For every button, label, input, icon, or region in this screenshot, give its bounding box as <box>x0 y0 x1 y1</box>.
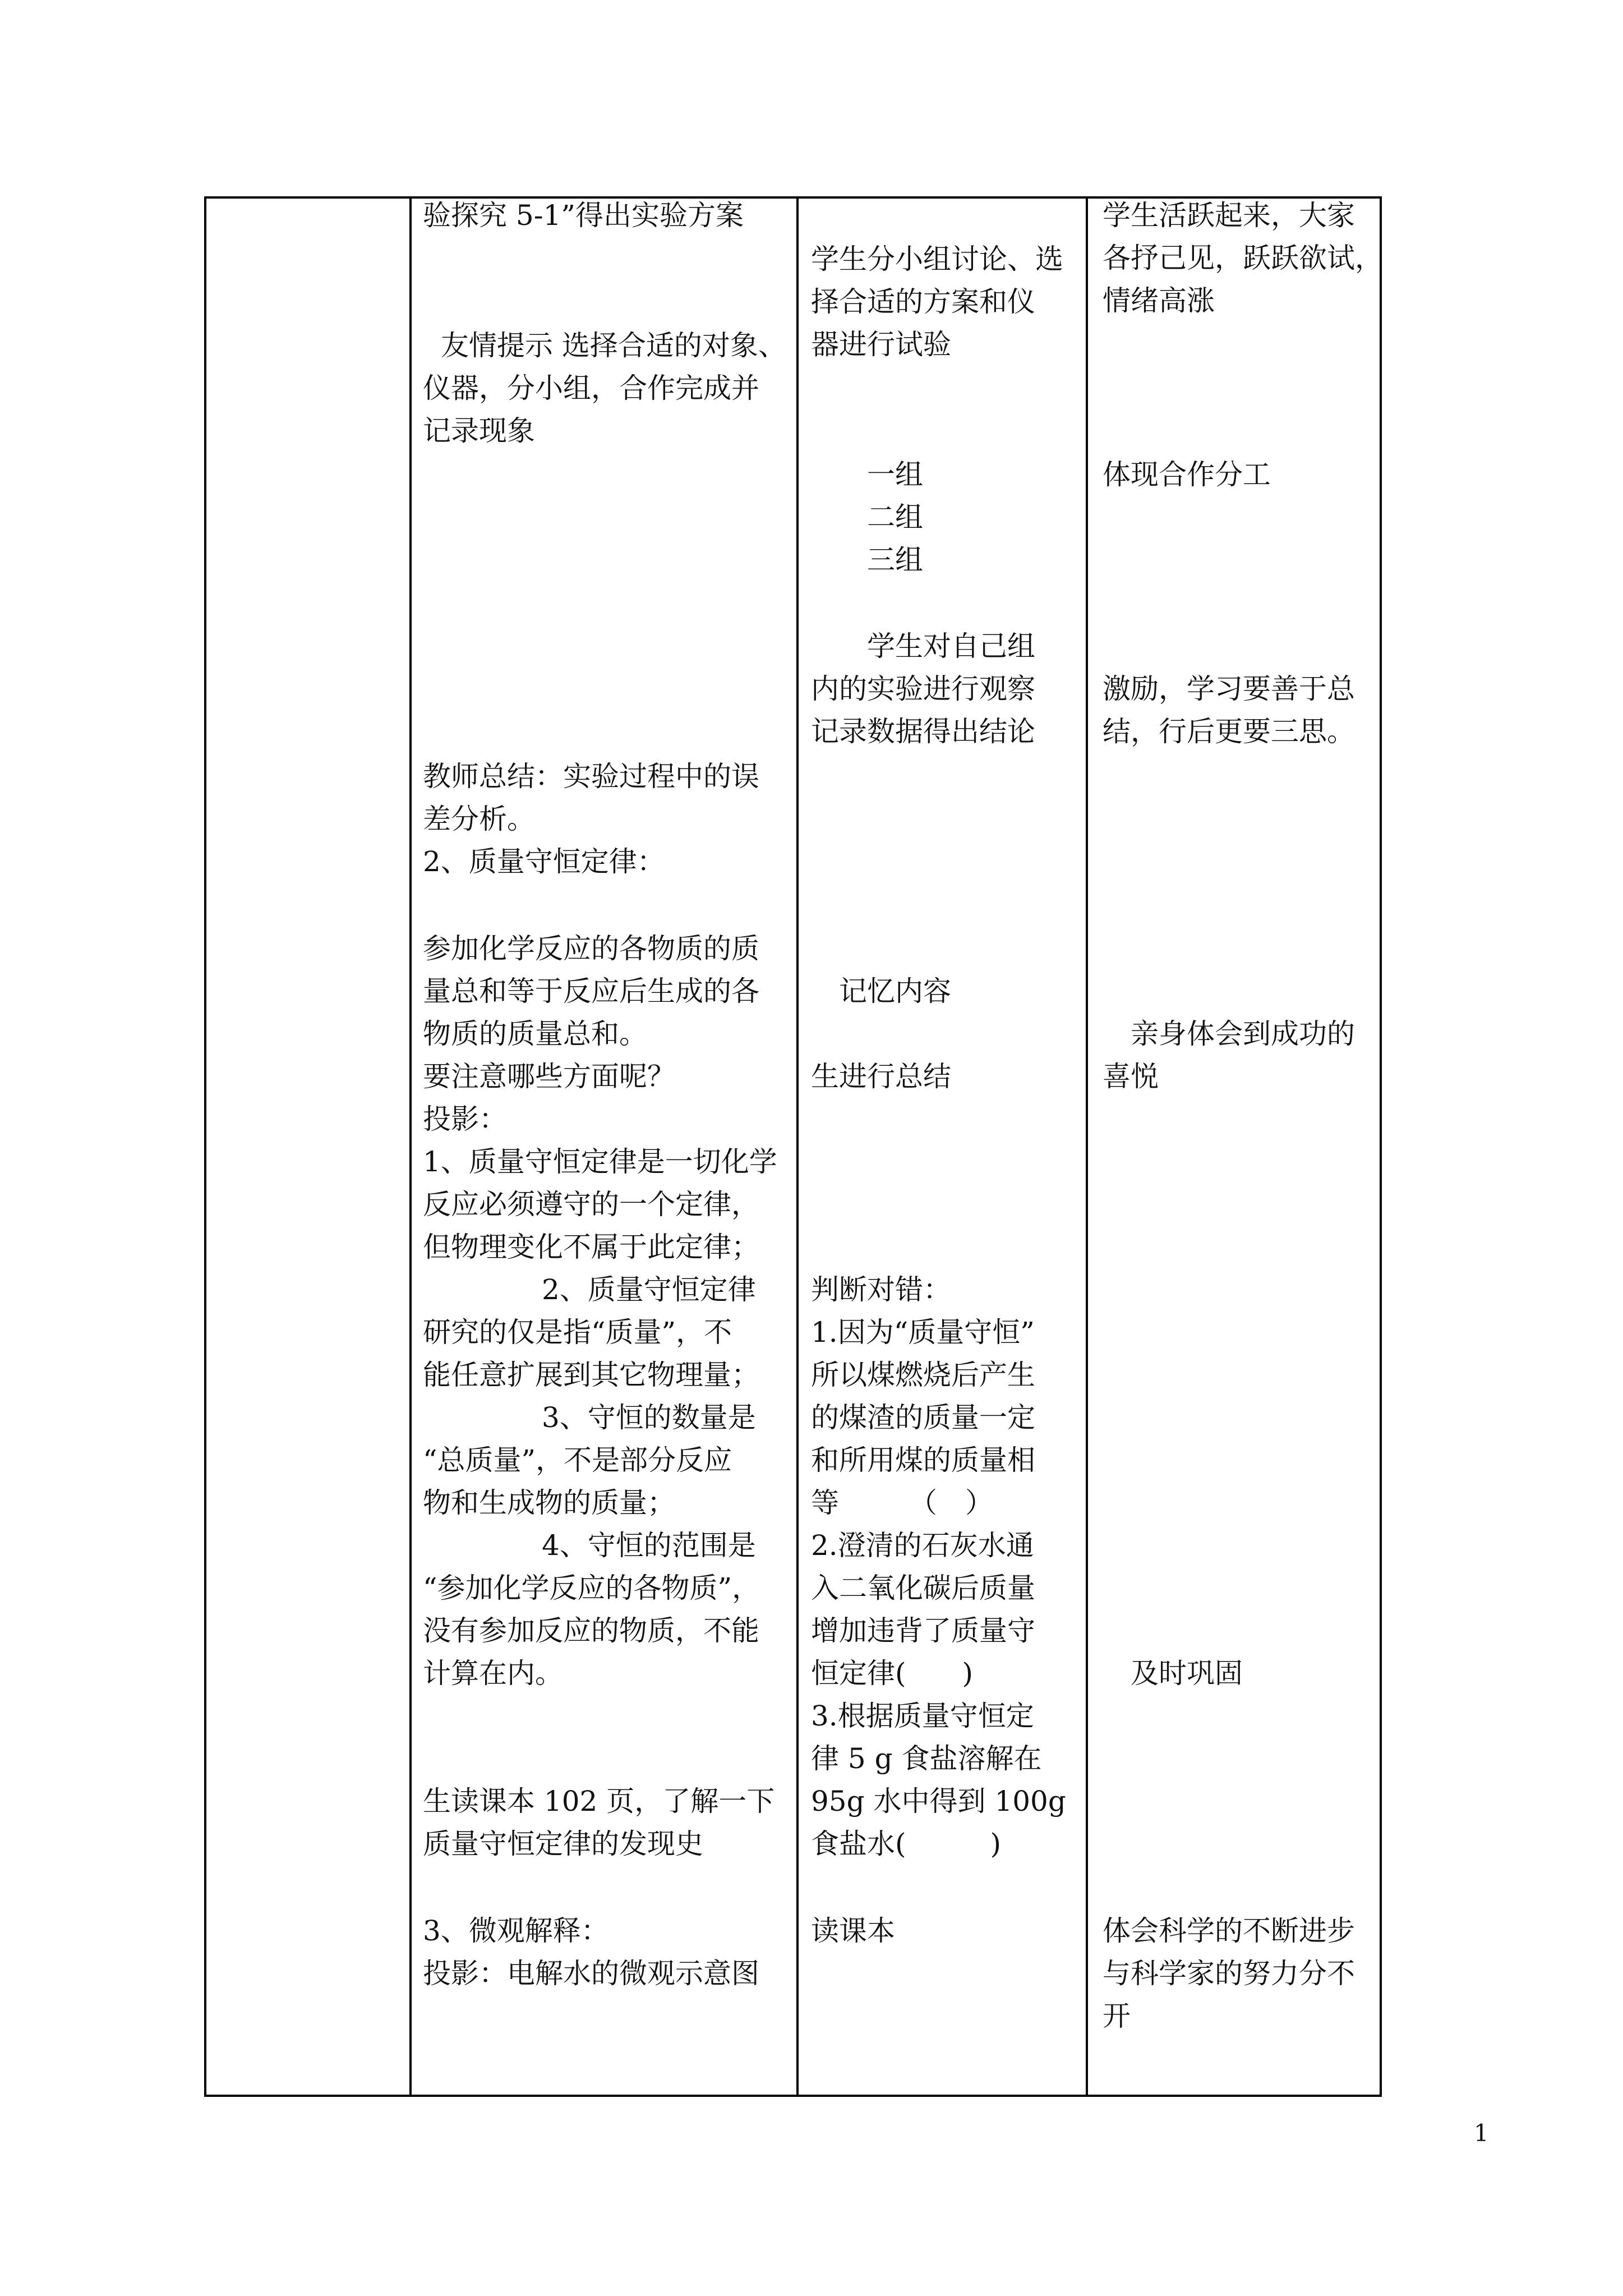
text-line: 食盐水( ) <box>811 1828 1002 1860</box>
text-line: 量总和等于反应后生成的各 <box>423 975 759 1007</box>
text-line: 和所用煤的质量相 <box>811 1444 1035 1476</box>
text-line: 等 （ ） <box>811 1487 993 1519</box>
text-line: 教师总结：实验过程中的误 <box>423 760 759 793</box>
text-line: 1、质量守恒定律是一切化学 <box>423 1145 777 1178</box>
text-line: 三组 <box>867 544 923 576</box>
text-line: 3、守恒的数量是 <box>542 1401 756 1434</box>
text-line: 择合适的方案和仪 <box>811 286 1035 318</box>
text-line: 读课本 <box>811 1915 895 1947</box>
text-line: 一组 <box>867 458 923 491</box>
text-line: 仪器，分小组，合作完成并 <box>423 372 759 404</box>
text-line: 但物理变化不属于此定律； <box>423 1231 759 1263</box>
text-line: 记录现象 <box>423 415 535 447</box>
text-line: 物和生成物的质量； <box>423 1487 675 1519</box>
text-line: 生进行总结 <box>811 1060 951 1093</box>
text-line: 投影： <box>423 1103 507 1135</box>
stage-column <box>206 199 409 2095</box>
text-line: 内的实验进行观察 <box>811 673 1035 705</box>
text-line: 体会科学的不断进步 <box>1103 1915 1355 1947</box>
lesson-table <box>204 196 1382 2097</box>
text-line: 1.因为“质量守恒” <box>811 1316 1035 1349</box>
text-line: 激励，学习要善于总 <box>1103 673 1355 705</box>
text-line: 及时巩固 <box>1131 1657 1243 1690</box>
text-line: 开 <box>1103 2000 1131 2032</box>
teacher-activity-column <box>412 199 796 2095</box>
text-line: 验探究 5-1”得出实验方案 <box>423 199 744 232</box>
text-line: 2.澄清的石灰水通 <box>811 1529 1034 1562</box>
text-line: 所以煤燃烧后产生 <box>811 1359 1035 1391</box>
text-line: 增加违背了质量守 <box>811 1614 1035 1647</box>
text-line: “参加化学反应的各物质”， <box>423 1572 760 1604</box>
text-line: 喜悦 <box>1103 1060 1159 1093</box>
text-line: 各抒己见，跃跃欲试， <box>1103 242 1383 274</box>
text-line: 4、守恒的范围是 <box>542 1529 756 1562</box>
text-line: 二组 <box>867 501 923 533</box>
text-line: 3、微观解释： <box>423 1915 609 1947</box>
text-line: 入二氧化碳后质量 <box>811 1572 1035 1604</box>
text-line: 学生对自己组 <box>867 630 1035 662</box>
text-line: 学生活跃起来，大家 <box>1103 199 1355 232</box>
text-line: 判断对错： <box>811 1273 951 1306</box>
text-line: 亲身体会到成功的 <box>1131 1018 1355 1050</box>
text-line: 没有参加反应的物质，不能 <box>423 1614 759 1647</box>
text-line: 恒定律( ) <box>811 1657 974 1690</box>
text-line: 反应必须遵守的一个定律， <box>423 1188 759 1221</box>
text-line: 2、质量守恒定律： <box>423 845 665 878</box>
text-line: 与科学家的努力分不 <box>1103 1957 1355 1990</box>
text-line: “总质量”，不是部分反应 <box>423 1444 732 1476</box>
design-intent-column <box>1088 199 1382 2095</box>
text-line: 投影：电解水的微观示意图 <box>423 1957 759 1990</box>
student-activity-column <box>799 199 1086 2095</box>
text-line: 计算在内。 <box>423 1657 563 1690</box>
text-line: 律 5 g 食盐溶解在 <box>811 1742 1042 1775</box>
text-line: 95g 水中得到 100g <box>811 1785 1066 1818</box>
text-line: 情绪高涨 <box>1103 284 1215 317</box>
text-line: 3.根据质量守恒定 <box>811 1700 1034 1732</box>
text-line: 记忆内容 <box>839 975 951 1007</box>
text-line: 结，行后更要三思。 <box>1103 715 1355 748</box>
text-line: 学生分小组讨论、选 <box>811 243 1063 275</box>
text-line: 差分析。 <box>423 803 535 835</box>
page-number: 1 <box>1474 2119 1489 2147</box>
text-line: 物质的质量总和。 <box>423 1018 647 1050</box>
text-line: 能任意扩展到其它物理量； <box>423 1359 759 1391</box>
text-line: 友情提示 选择合适的对象、 <box>441 329 786 362</box>
text-line: 参加化学反应的各物质的质 <box>423 932 759 965</box>
text-line: 器进行试验 <box>811 328 951 361</box>
text-line: 2、质量守恒定律 <box>542 1273 756 1306</box>
text-line: 研究的仅是指“质量”，不 <box>423 1316 732 1349</box>
text-line: 体现合作分工 <box>1103 458 1271 491</box>
text-line: 生读课本 102 页，了解一下 <box>423 1785 775 1818</box>
text-line: 的煤渣的质量一定 <box>811 1401 1035 1434</box>
text-line: 要注意哪些方面呢？ <box>423 1060 675 1093</box>
text-line: 质量守恒定律的发现史 <box>423 1828 703 1860</box>
text-line: 记录数据得出结论 <box>811 715 1035 748</box>
